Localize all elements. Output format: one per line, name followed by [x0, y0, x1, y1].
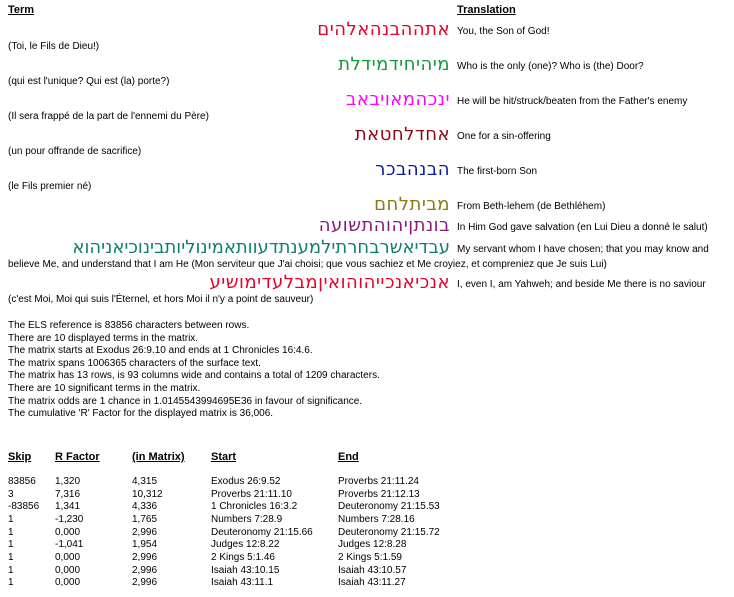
stats-table [8, 451, 458, 589]
table-cell: 4,336 [132, 501, 158, 513]
summary-line: The matrix odds are 1 chance in 1.0145543994695E36 in favour of significance. [8, 395, 363, 407]
translation-term-long-line1: My servant whom I have chosen; that you may know and [457, 244, 709, 255]
term-column-header: Term [8, 4, 35, 16]
table-cell: 2,996 [132, 564, 158, 576]
in-matrix-column-header: (in Matrix) [132, 451, 185, 463]
table-cell: Deuteronomy 21:15.66 [211, 526, 313, 538]
table-cell: Numbers 7:28.16 [338, 513, 415, 525]
hebrew-term-last: אנכיאנכייהוהואיןמבלעדימושיע [209, 272, 450, 293]
table-row [8, 538, 458, 551]
table-row [8, 551, 458, 564]
table-row [8, 500, 458, 513]
hebrew-term-3: אחדלחטאת [354, 124, 450, 145]
table-cell: 0,000 [55, 551, 81, 563]
table-cell: -1,230 [55, 513, 84, 525]
table-cell: 1 [8, 551, 14, 563]
summary-line: There are 10 significant terms in the matrix. [8, 382, 201, 394]
table-cell: Judges 12:8.28 [338, 539, 407, 551]
summary-line: The matrix has 13 rows, is 93 columns wide and contains a total of 1209 characters. [8, 370, 380, 382]
table-cell: 1 [8, 577, 14, 589]
table-cell: 2,996 [132, 526, 158, 538]
translation-term-3: One for a sin-offering [457, 131, 551, 142]
french-term-2: (Il sera frappé de la part de l'ennemi du Père) [8, 111, 209, 122]
translation-term-last: I, even I, am Yahweh; and beside Me there is no saviour [457, 279, 706, 290]
table-cell: 2 Kings 5:1.59 [338, 551, 402, 563]
table-cell: Proverbs 21:11.10 [211, 488, 292, 500]
table-cell: 83856 [8, 475, 36, 487]
table-cell: 1,341 [55, 501, 81, 513]
table-cell: Proverbs 21:12.13 [338, 488, 420, 500]
table-cell: 0,000 [55, 577, 81, 589]
translation-term-4: The first-born Son [457, 166, 538, 177]
table-cell: 4,315 [132, 475, 158, 487]
hebrew-term-2: ינכהמאויבאב [345, 89, 450, 110]
translation-column-header: Translation [457, 4, 516, 16]
french-term-1: (qui est l'unique? Qui est (la) porte?) [8, 76, 170, 87]
end-column-header: End [338, 451, 359, 463]
table-cell: Deuteronomy 21:15.53 [338, 501, 440, 513]
table-row [8, 564, 458, 577]
table-cell: 1 Chronicles 16:3.2 [211, 501, 298, 513]
table-cell: 2,996 [132, 577, 158, 589]
table-row [8, 577, 458, 590]
hebrew-term-0: אתההבנהאלהים [317, 19, 450, 40]
table-cell: 1,320 [55, 475, 81, 487]
french-term-last: (c'est Moi, Moi qui suis l'Éternel, et hors Moi il n'y a point de sauveur) [8, 294, 314, 305]
hebrew-term-4: הבנהבכר [375, 159, 450, 180]
summary-line: There are 10 displayed terms in the matrix. [8, 332, 199, 344]
matrix-summary [8, 320, 380, 421]
summary-line: The ELS reference is 83856 characters between rows. [8, 320, 250, 331]
table-row [8, 488, 458, 501]
table-cell: Exodus 26:9.52 [211, 475, 281, 487]
translation-term-long-line2: believe Me, and understand that I am He (Mon serviteur que J'ai choisi; que vous sachiez et Me croyiez, et compreniez que Je suis Lui) [8, 259, 607, 270]
table-cell: Deuteronomy 21:15.72 [338, 526, 440, 538]
translation-term-0: You, the Son of God! [457, 26, 550, 37]
table-cell: 7,316 [55, 488, 81, 500]
table-row [8, 475, 458, 488]
table-cell: Isaiah 43:11.1 [211, 577, 274, 589]
table-cell: 10,312 [132, 488, 163, 500]
table-cell: 0,000 [55, 564, 81, 576]
table-cell: 1,954 [132, 539, 158, 551]
summary-line: The cumulative 'R' Factor for the displayed matrix is 36,006. [8, 408, 274, 420]
table-header-row [8, 451, 458, 463]
table-cell: Isaiah 43:11.27 [338, 577, 406, 589]
start-column-header: Start [211, 451, 237, 463]
table-cell: 1 [8, 513, 14, 525]
table-cell: 1 [8, 539, 14, 551]
table-cell: 2,996 [132, 551, 158, 563]
french-term-0: (Toi, le Fils de Dieu!) [8, 41, 100, 52]
translation-term-1: Who is the only (one)? Who is (the) Door? [457, 61, 644, 72]
summary-line: The matrix spans 1006365 characters of the surface text. [8, 357, 261, 369]
table-row [8, 526, 458, 539]
table-cell: Isaiah 43:10.15 [211, 564, 280, 576]
translation-term-2: He will be hit/struck/beaten from the Father's enemy [457, 96, 688, 107]
table-cell: -1,041 [55, 539, 84, 551]
table-cell: Isaiah 43:10.57 [338, 564, 407, 576]
hebrew-term-5: מביתלחם [374, 194, 450, 215]
table-cell: Judges 12:8.22 [211, 539, 280, 551]
skip-column-header: Skip [8, 451, 32, 463]
table-cell: 3 [8, 488, 14, 500]
table-row [8, 513, 458, 526]
table-cell: 1,765 [132, 513, 158, 525]
translation-term-5: From Beth-lehem (de Bethléhem) [457, 201, 606, 212]
table-cell: 1 [8, 564, 14, 576]
summary-line: The matrix starts at Exodus 26:9.10 and ends at 1 Chronicles 16:4.6. [8, 345, 313, 357]
table-cell: 1 [8, 526, 14, 538]
table-cell: 0,000 [55, 526, 81, 538]
table-cell: Numbers 7:28.9 [211, 513, 283, 525]
hebrew-term-long: עבדיאשרבחרתילמענתדעוותאמינוליותבינוכיאניהוא [72, 237, 450, 258]
hebrew-term-6: בונתןיהוהתשועה [318, 215, 450, 236]
table-cell: Proverbs 21:11.24 [338, 475, 419, 487]
french-term-3: (un pour offrande de sacrifice) [8, 146, 142, 157]
table-cell: -83856 [8, 501, 40, 513]
table-cell: 2 Kings 5:1.46 [211, 551, 275, 563]
hebrew-term-1: מיהיחידמידלת [338, 54, 450, 75]
rfactor-column-header: R Factor [55, 451, 100, 463]
french-term-4: (le Fils premier né) [8, 181, 92, 192]
translation-term-6: In Him God gave salvation (en Lui Dieu a donné le salut) [457, 222, 708, 233]
